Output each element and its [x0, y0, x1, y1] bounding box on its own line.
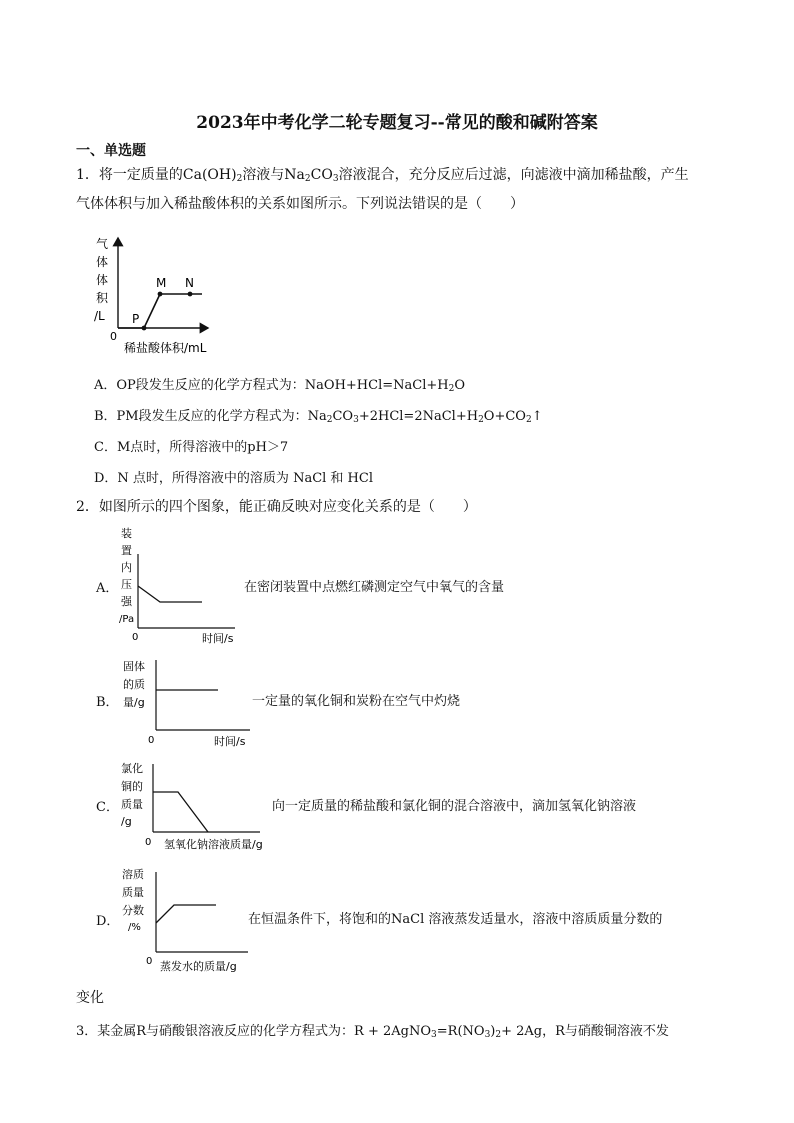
- q2c-ylabel-1: 氯化: [121, 762, 143, 775]
- q2-option-b-letter: B．: [96, 695, 119, 710]
- q2d-ylabel-3: 分数: [122, 904, 144, 917]
- q1-ylabel-1: 气: [96, 237, 109, 251]
- q2-option-d-letter: D．: [96, 914, 120, 929]
- q2c-ylabel-3: 质量: [121, 798, 143, 811]
- q1-origin: 0: [110, 330, 117, 343]
- q1-segment-pm: [144, 294, 160, 328]
- q2-stem: 2．如图所示的四个图象，能正确反映对应变化关系的是（ ）: [76, 499, 477, 515]
- q2a-curve: [138, 586, 202, 602]
- q3-stem: 3．某金属R与硝酸银溶液反应的化学方程式为：$R + 2AgNO_3=R(NO_3)_2+ 2Ag$，R与硝酸铜溶液不发: [76, 1024, 669, 1040]
- q2d-origin: 0: [146, 956, 153, 967]
- q1-ylabel-3: 体: [96, 273, 109, 287]
- q1-label-n: N: [185, 276, 194, 290]
- q2-option-d-desc: 在恒温条件下，将饱和的NaCl 溶液蒸发适量水，溶液中溶质质量分数的: [248, 912, 663, 927]
- q2-chart-a: [118, 524, 243, 646]
- q2b-origin: 0: [148, 735, 155, 746]
- q2a-xlabel: 时间/s: [202, 632, 234, 645]
- q1-point-p: [142, 326, 147, 331]
- q1-option-a: A．OP段发生反应的化学方程式为：$NaOH+HCl=NaCl+H_2O$: [94, 378, 466, 394]
- q2a-ylabel-1: 装: [121, 527, 132, 540]
- q2c-xlabel: 氢氧化钠溶液质量/g: [164, 838, 263, 851]
- q2-option-d-desc-cont: 变化: [76, 990, 104, 1006]
- q1-ylabel-2: 体: [96, 255, 109, 269]
- q1-option-b: B．PM段发生反应的化学方程式为：$Na_2CO_3+2HCl=2NaCl+H_2O+CO_2↑$: [94, 409, 543, 425]
- q2d-curve: [156, 905, 216, 923]
- q2a-ylabel-5: 强: [121, 595, 132, 608]
- q1-label-m: M: [156, 276, 167, 290]
- q2a-ylabel-4: 压: [121, 578, 132, 591]
- q2-option-a-desc: 在密闭装置中点燃红磷测定空气中氧气的含量: [244, 580, 505, 595]
- q2c-ylabel-4: /g: [121, 815, 132, 828]
- q2-option-b-desc: 一定量的氧化铜和炭粉在空气中灼烧: [252, 694, 461, 709]
- q2b-ylabel-2: 的质: [123, 678, 145, 691]
- q2-chart-b: [118, 656, 253, 752]
- page-title: 2023年中考化学二轮专题复习--常见的酸和碱附答案: [196, 113, 598, 133]
- q2d-ylabel-1: 溶质: [122, 868, 144, 881]
- q2-option-c-letter: C．: [96, 800, 119, 815]
- q2c-curve: [153, 792, 208, 832]
- q2-option-c-desc: 向一定质量的稀盐酸和氯化铜的混合溶液中，滴加氢氧化钠溶液: [272, 799, 637, 814]
- q2d-xlabel: 蒸发水的质量/g: [160, 960, 237, 973]
- q1-point-m: [158, 292, 163, 297]
- q2b-ylabel-3: 量/g: [123, 696, 145, 709]
- q2a-ylabel-3: 内: [121, 561, 132, 574]
- q1-point-n: [188, 292, 193, 297]
- q2c-ylabel-2: 铜的: [121, 780, 143, 793]
- q2a-ylabel-6: /Pa: [119, 614, 135, 625]
- q2d-ylabel-4: /%: [128, 922, 141, 933]
- q2-chart-d: [118, 864, 253, 976]
- q2d-ylabel-2: 质量: [122, 886, 144, 899]
- q2b-ylabel-1: 固体: [123, 660, 145, 673]
- q1-chart: [90, 230, 230, 358]
- q1-ylabel-4: 积: [96, 291, 109, 305]
- q2-option-a-letter: A．: [96, 581, 119, 596]
- q1-option-c: C．M点时，所得溶液中的pH＞7: [94, 440, 289, 455]
- q1-xlabel: 稀盐酸体积/mL: [124, 341, 207, 355]
- q2-chart-c: [118, 758, 273, 856]
- q2b-xlabel: 时间/s: [214, 735, 246, 748]
- q1-label-p: P: [132, 312, 140, 326]
- q1-option-d: D．N 点时，所得溶液中的溶质为 NaCl 和 HCl: [94, 471, 373, 486]
- q1-stem-line1: 1．将一定质量的$Ca(OH)_2$溶液与$Na_2CO_3$溶液混合，充分反应后过滤，向滤液中滴加稀盐酸，产生: [76, 167, 689, 184]
- q1-ylabel-5: /L: [94, 309, 105, 323]
- q2a-origin: 0: [132, 632, 139, 643]
- q2c-origin: 0: [145, 837, 152, 848]
- section-heading: 一、单选题: [76, 143, 146, 159]
- q1-stem-line2: 气体体积与加入稀盐酸体积的关系如图所示。下列说法错误的是（ ）: [76, 196, 524, 212]
- q2a-ylabel-2: 置: [121, 544, 132, 557]
